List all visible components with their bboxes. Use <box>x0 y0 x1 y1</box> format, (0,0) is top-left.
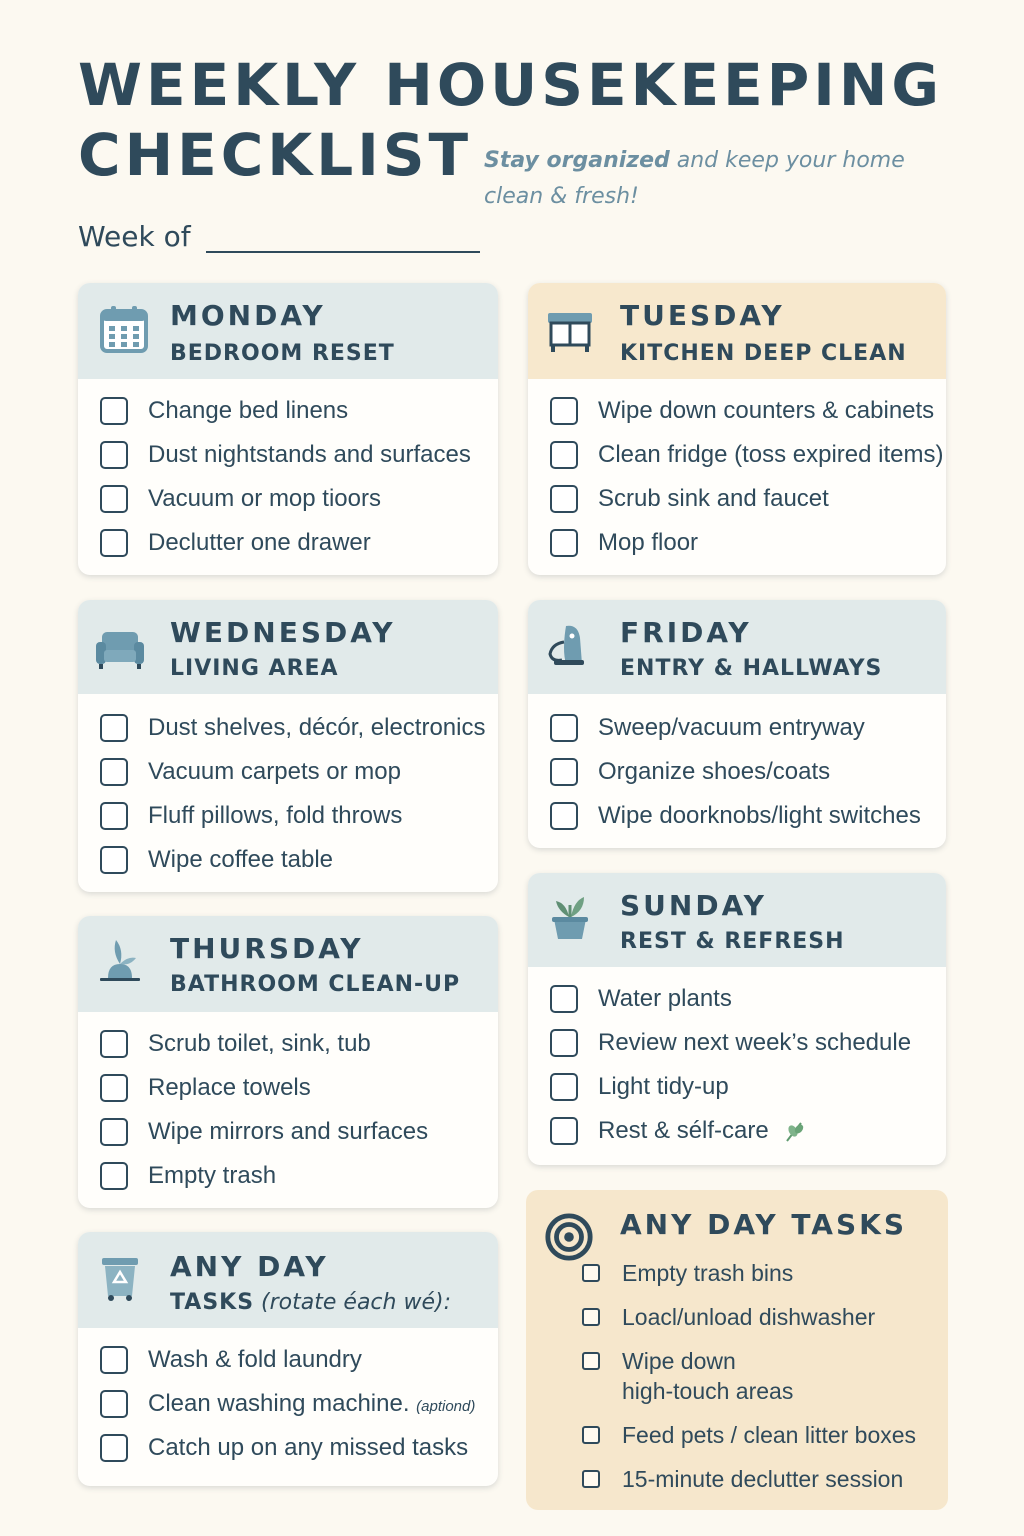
task-label: Wipe mirrors and surfaces <box>148 1118 429 1145</box>
day-title: SUNDAY <box>620 889 767 922</box>
card-sunday-header <box>528 873 946 967</box>
card-friday-header <box>528 600 946 694</box>
week-input-line[interactable] <box>206 251 480 253</box>
day-focus: BEDROOM RESET <box>170 341 395 366</box>
checkbox[interactable] <box>100 485 128 513</box>
task-label: Sweep/vacuum entryway <box>598 714 865 741</box>
checkbox[interactable] <box>550 397 578 425</box>
card-tuesday <box>528 283 946 575</box>
checkbox[interactable] <box>100 397 128 425</box>
task-text: Clean washing machine. <box>148 1390 410 1417</box>
task-item[interactable] <box>100 710 490 746</box>
subtitle <box>484 143 964 215</box>
card-sunday <box>528 873 946 1165</box>
task-item[interactable] <box>550 1025 938 1061</box>
task-item[interactable] <box>550 481 938 517</box>
potted-plant-icon <box>544 891 596 943</box>
checkbox[interactable] <box>100 1074 128 1102</box>
checkbox[interactable] <box>100 529 128 557</box>
checkbox[interactable] <box>550 802 578 830</box>
task-item[interactable] <box>100 1386 490 1422</box>
card-wednesday-header <box>78 600 498 694</box>
task-item[interactable] <box>550 437 944 473</box>
task-label: Change bed linens <box>148 397 349 424</box>
anyday-tasks-title: ANY DAY TASKS <box>620 1208 908 1241</box>
optional-note: (aptiond) <box>416 1398 476 1415</box>
sofa-icon <box>94 622 146 674</box>
task-item[interactable] <box>100 1114 490 1150</box>
card-anyday-rotate <box>78 1232 498 1486</box>
focus-italic: (rotate éach wé): <box>254 1290 451 1315</box>
task-label: Wipe down counters & cabinets <box>598 397 935 424</box>
task-label: 15-minute declutter session <box>622 1466 904 1492</box>
focus-bold: TASKS <box>170 1290 255 1315</box>
checkbox[interactable] <box>100 1030 128 1058</box>
day-focus <box>170 1290 451 1315</box>
day-focus: REST & REFRESH <box>620 929 845 954</box>
task-item[interactable] <box>582 1258 942 1288</box>
task-label: Vacuum or mop tioors <box>148 485 381 512</box>
task-label: Empty trash bins <box>622 1260 794 1286</box>
card-anyday-header <box>78 1232 498 1328</box>
task-item[interactable] <box>100 437 490 473</box>
task-item[interactable] <box>550 754 938 790</box>
day-focus: LIVING AREA <box>170 656 339 681</box>
task-item[interactable] <box>100 481 490 517</box>
checkbox[interactable] <box>100 1118 128 1146</box>
card-monday-header <box>78 283 498 379</box>
task-item[interactable] <box>582 1464 942 1494</box>
checkbox[interactable] <box>100 1346 128 1374</box>
task-label: Wipe down high-touch areas <box>622 1348 794 1404</box>
task-item[interactable] <box>550 1113 938 1149</box>
task-item[interactable] <box>100 1342 490 1378</box>
checkbox[interactable] <box>100 1162 128 1190</box>
task-item[interactable] <box>550 525 938 561</box>
task-item[interactable] <box>100 798 490 834</box>
task-item[interactable] <box>582 1346 942 1406</box>
task-item[interactable] <box>100 842 490 878</box>
task-item[interactable] <box>550 981 938 1017</box>
target-icon <box>544 1212 594 1262</box>
card-monday <box>78 283 498 575</box>
title-line-2: CHECKLIST <box>78 121 473 189</box>
task-label: Declutter one drawer <box>148 529 371 556</box>
title-line-1: WEEKLY HOUSEKEEPING <box>78 51 944 119</box>
card-thursday-header <box>78 916 498 1012</box>
subtitle-rest: and keep your home clean & fresh! <box>484 148 905 209</box>
subtitle-bold: Stay organized <box>484 148 670 173</box>
day-title: THURSDAY <box>170 932 364 965</box>
task-label: Loacl/unload dishwasher <box>622 1304 876 1330</box>
checkbox[interactable] <box>582 1426 600 1444</box>
card-tuesday-header <box>528 283 946 379</box>
day-focus: BATHROOM CLEAN-UP <box>170 972 461 997</box>
task-item[interactable] <box>100 393 490 429</box>
checkbox[interactable] <box>550 1117 578 1145</box>
checkbox[interactable] <box>550 758 578 786</box>
task-label: Rest & sélf-care <box>598 1117 769 1144</box>
checkbox[interactable] <box>100 714 128 742</box>
checkbox[interactable] <box>582 1470 600 1488</box>
task-label: Light tidy-up <box>598 1073 729 1100</box>
task-label: Wipe doorknobs/light switches <box>598 802 921 829</box>
task-item[interactable] <box>550 393 938 429</box>
task-label: Dust shelves, décór, electronics <box>148 714 486 741</box>
task-label: Organize shoes/coats <box>598 758 831 785</box>
task-label: Feed pets / clean litter boxes <box>622 1422 917 1448</box>
leaf-icon <box>783 1119 807 1143</box>
day-title: ANY DAY <box>170 1250 329 1283</box>
checkbox[interactable] <box>100 1434 128 1462</box>
task-label: Replace towels <box>148 1074 311 1101</box>
day-focus: ENTRY & HALLWAYS <box>620 656 883 681</box>
card-wednesday <box>78 600 498 892</box>
day-focus: KITCHEN DEEP CLEAN <box>620 341 907 366</box>
task-item[interactable] <box>550 798 938 834</box>
checkbox[interactable] <box>100 802 128 830</box>
task-label: Wash & fold laundry <box>148 1346 362 1373</box>
task-item[interactable] <box>582 1420 942 1450</box>
task-label: Scrub toilet, sink, tub <box>148 1030 371 1057</box>
day-title: FRIDAY <box>620 616 752 649</box>
plant-icon <box>94 934 146 986</box>
task-item[interactable] <box>100 1026 490 1062</box>
task-item[interactable] <box>100 525 490 561</box>
task-label <box>148 1390 475 1418</box>
checkbox[interactable] <box>100 1390 128 1418</box>
checkbox[interactable] <box>550 1029 578 1057</box>
task-label: Empty trash <box>148 1162 277 1189</box>
checkbox[interactable] <box>582 1352 600 1370</box>
checkbox[interactable] <box>550 485 578 513</box>
task-label: Scrub sink and faucet <box>598 485 829 512</box>
task-item[interactable] <box>550 710 938 746</box>
task-item[interactable] <box>100 1158 490 1194</box>
task-label: Catch up on any missed tasks <box>148 1434 469 1461</box>
checkbox[interactable] <box>550 985 578 1013</box>
task-label: Mop floor <box>598 529 699 556</box>
checkbox[interactable] <box>550 529 578 557</box>
calendar-icon <box>98 303 150 355</box>
card-friday <box>528 600 946 848</box>
task-item[interactable] <box>582 1302 942 1332</box>
checkbox[interactable] <box>100 846 128 874</box>
day-title: MONDAY <box>170 299 326 332</box>
checkbox[interactable] <box>550 1073 578 1101</box>
task-item[interactable] <box>100 1430 490 1466</box>
task-item[interactable] <box>100 1070 490 1106</box>
day-title: WEDNESDAY <box>170 616 396 649</box>
checkbox[interactable] <box>100 441 128 469</box>
recycle-bin-icon <box>94 1252 146 1304</box>
task-item[interactable] <box>100 754 490 790</box>
checkbox[interactable] <box>582 1308 600 1326</box>
checkbox[interactable] <box>550 714 578 742</box>
card-thursday <box>78 916 498 1208</box>
task-item[interactable] <box>550 1069 938 1105</box>
card-anyday-tasks <box>526 1190 948 1510</box>
task-label: Wipe coffee table <box>148 846 334 873</box>
task-label: Clean fridge (toss expired items) <box>598 441 944 468</box>
day-title: TUESDAY <box>620 299 785 332</box>
checkbox[interactable] <box>100 758 128 786</box>
week-label: Week of <box>78 220 191 253</box>
kitchen-counter-icon <box>544 305 596 357</box>
task-label: Review next week’s schedule <box>598 1029 912 1056</box>
checkbox[interactable] <box>582 1264 600 1282</box>
task-label: Vacuum carpets or mop <box>148 758 401 785</box>
checkbox[interactable] <box>550 441 578 469</box>
task-label: Fluff pillows, fold throws <box>148 802 403 829</box>
task-label: Water plants <box>598 985 732 1012</box>
task-label: Dust nightstands and surfaces <box>148 441 471 468</box>
handheld-vacuum-icon <box>544 620 596 672</box>
